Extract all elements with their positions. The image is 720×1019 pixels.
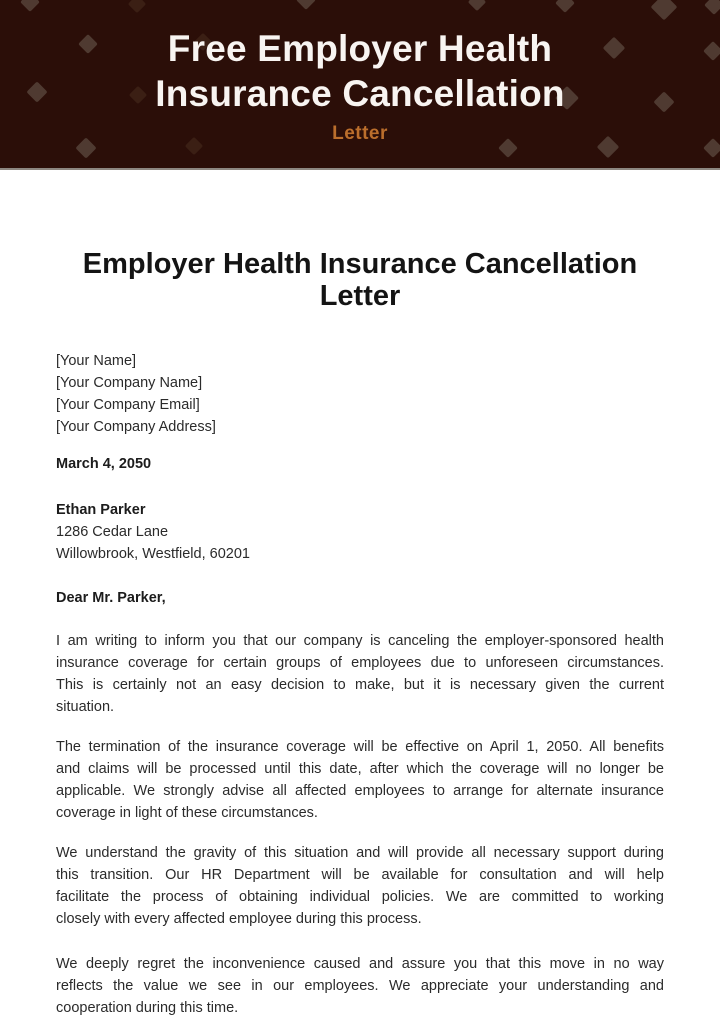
paragraph-line: We deeply regret the inconvenience caused and assure you that this move in no way — [56, 956, 664, 972]
diamond-decoration-icon — [128, 0, 146, 13]
sender-block — [56, 350, 664, 438]
hero-banner — [0, 0, 720, 170]
salutation: Dear Mr. Parker, — [56, 590, 166, 606]
diamond-decoration-icon — [468, 0, 486, 11]
paragraph-line: closely with every affected employee during this process. — [56, 911, 422, 927]
paragraph-2 — [56, 736, 664, 824]
paragraph-line: situation. — [56, 699, 115, 715]
paragraph-3 — [56, 842, 664, 930]
paragraph-line: We understand the gravity of this situation and will provide all necessary support during — [56, 845, 664, 861]
letter-date: March 4, 2050 — [56, 456, 152, 472]
paragraph-line: facilitate the process of obtaining individual policies. We are committed to working — [56, 889, 664, 905]
letter-document — [0, 248, 720, 1019]
paragraph-line: cooperation during this time. — [56, 1000, 239, 1016]
paragraph-line: and claims will be processed until this date, after which the coverage will no longer be — [56, 761, 664, 777]
paragraph-line: The termination of the insurance coverage will be effective on April 1, 2050. All benefits — [56, 739, 664, 755]
paragraph-1 — [56, 630, 664, 718]
diamond-decoration-icon — [555, 0, 575, 13]
diamond-decoration-icon — [704, 0, 720, 15]
sender-name-placeholder: [Your Name] — [56, 353, 137, 369]
sender-email-placeholder: [Your Company Email] — [56, 397, 200, 413]
paragraph-line: I am writing to inform you that our company is canceling the employer-sponsored health — [56, 633, 664, 649]
paragraph-line: applicable. We strongly advise all affected employees to arrange for alternate insurance — [56, 783, 664, 799]
paragraph-line: This is certainly not an easy decision to make, but it is necessary given the current — [56, 677, 664, 693]
recipient-address-line1: 1286 Cedar Lane — [56, 524, 169, 540]
paragraph-line: coverage in light of these circumstances. — [56, 805, 318, 821]
recipient-address-line2: Willowbrook, Westfield, 60201 — [56, 546, 250, 562]
diamond-decoration-icon — [296, 0, 316, 10]
sender-address-placeholder: [Your Company Address] — [56, 419, 216, 435]
diamond-decoration-icon — [20, 0, 40, 12]
diamond-decoration-icon — [603, 37, 626, 60]
hero-subtitle: Letter — [332, 123, 388, 144]
hero-title: Free Employer Health Insurance Cancellation — [155, 28, 565, 114]
letter-title: Employer Health Insurance Cancellation Letter — [82, 248, 638, 312]
paragraph-line: insurance coverage for certain groups of employees due to unforeseen circumstances. — [56, 655, 664, 671]
sender-company-placeholder: [Your Company Name] — [56, 375, 203, 391]
diamond-decoration-icon — [78, 34, 98, 54]
paragraph-4 — [56, 953, 664, 1019]
diamond-decoration-icon — [26, 81, 47, 102]
recipient-name: Ethan Parker — [56, 502, 146, 518]
diamond-decoration-icon — [703, 41, 720, 61]
recipient-block — [56, 499, 664, 565]
paragraph-line: this transition. Our HR Department will be available for consultation and will help — [56, 867, 664, 883]
diamond-decoration-icon — [653, 91, 674, 112]
diamond-decoration-icon — [651, 0, 678, 20]
paragraph-line: reflects the value we see in our employees. We appreciate your understanding and — [56, 978, 664, 994]
